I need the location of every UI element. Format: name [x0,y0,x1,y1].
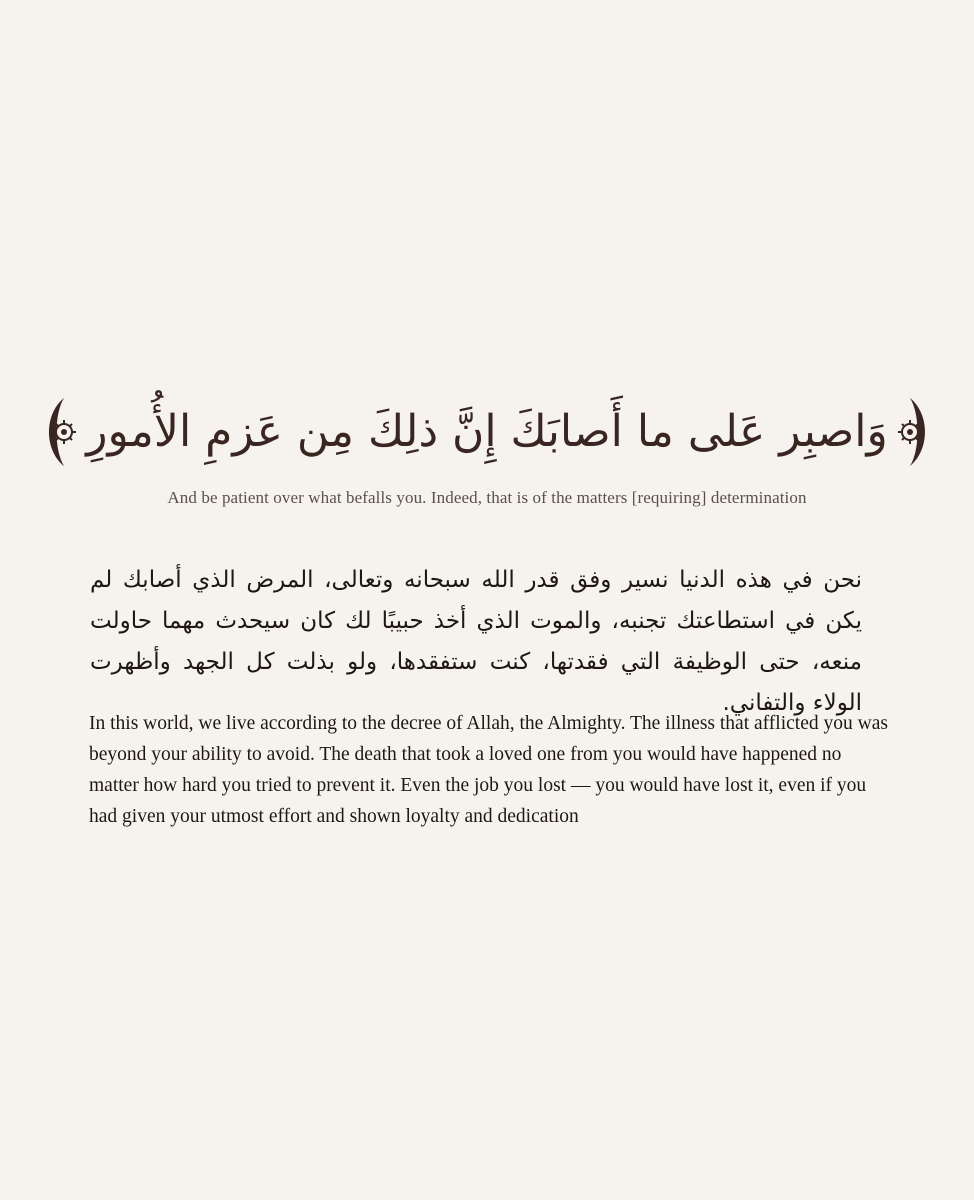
quran-verse: وَاصبِر عَلى ما أَصابَكَ إِنَّ ذلِكَ مِن عَزمِ الأُمورِ [86,406,888,457]
floral-crescent-ornament-icon [894,392,940,472]
floral-crescent-ornament-icon [34,392,80,472]
arabic-paragraph: نحن في هذه الدنيا نسير وفق قدر الله سبحانه وتعالى، المرض الذي أصابك لم يكن في استطاعتك تجنبه، والموت الذي أخذ حبيبًا لك كان سيحدث مهما حاولت منعه، حتى الوظيفة التي فقدتها، كنت ستفقدها، ولو بذلت كل الجهد وأظهرت الولاء والتفاني. [90,567,862,716]
verse-heading [0,392,974,472]
english-paragraph: In this world, we live according to the decree of Allah, the Almighty. The illness that afflicted you was beyond your ability to avoid. The death that took a loved one from you would have happened no matter how hard you tried to prevent it. Even the job you lost — you would have lost it, even if you had given your utmost effort and shown loyalty and dedication [89,713,888,827]
verse-translation: And be patient over what befalls you. Indeed, that is of the matters [requiring] determination [167,488,807,507]
